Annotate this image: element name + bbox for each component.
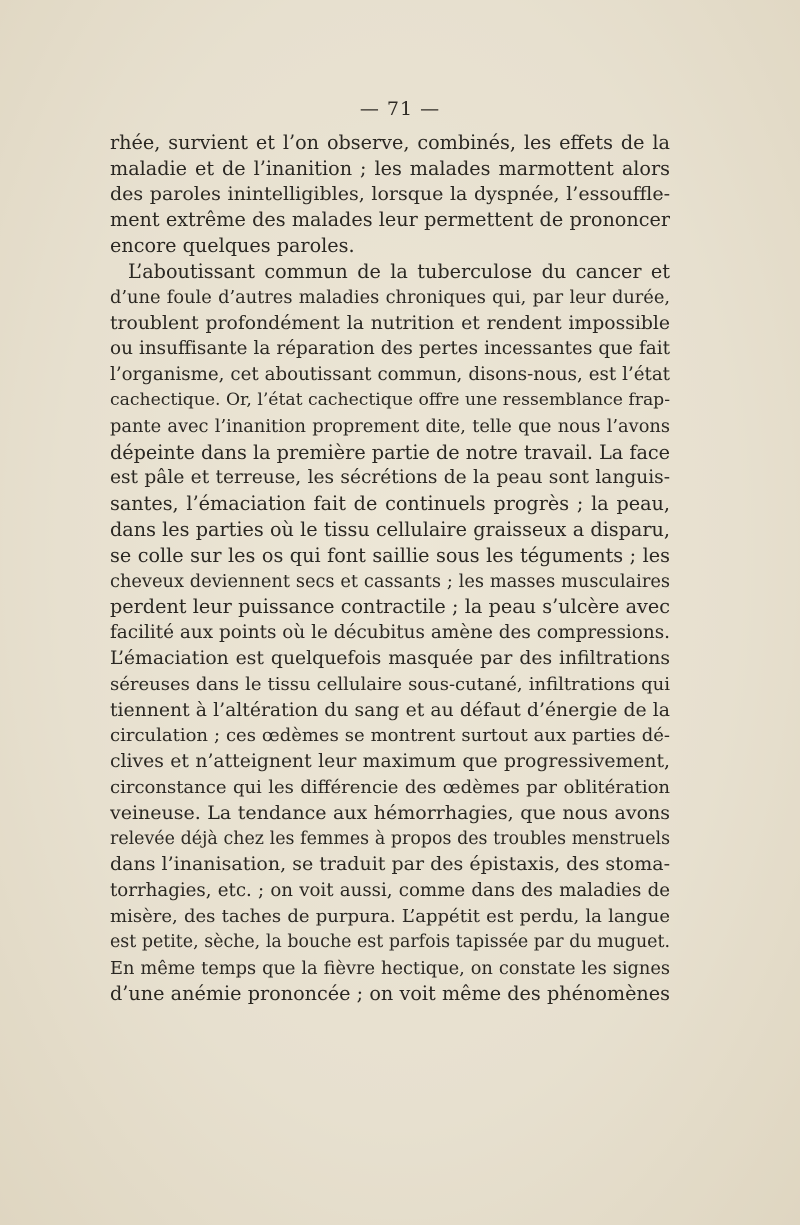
text-line: des paroles inintelligibles, lorsque la dyspnée, l’essouffle- [110,182,670,205]
text-line: veineuse. La tendance aux hémorrhagies, que nous avons [110,801,670,824]
text-line: encore quelques paroles. [110,234,355,258]
text-line: ou insuffisante la réparation des pertes incessantes que fait [110,338,670,360]
text-line: cheveux deviennent secs et cassants ; les masses musculaires [110,570,670,592]
text-line: ment extrême des malades leur permettent de prononcer [110,208,670,232]
text-line: dans les parties où le tissu cellulaire graisseux a disparu, [110,517,670,541]
text-line: cachectique. Or, l’état cachectique offre une ressemblance frap- [110,389,670,410]
text-line: est petite, sèche, la bouche est parfois tapissée par du muguet. [110,931,670,952]
text-line: perdent leur puissance contractile ; la peau s’ulcère avec [110,595,670,619]
text-line: circulation ; ces œdèmes se montrent surtout aux parties dé- [110,725,670,747]
text-line: pante avec l’inanition proprement dite, telle que nous l’avons [110,415,670,437]
text-line: En même temps que la fièvre hectique, on constate les signes [110,957,670,979]
text-line: L’aboutissant commun de la tuberculose du cancer et [128,259,670,283]
text-line: dans l’inanisation, se traduit par des épistaxis, des stoma- [110,853,670,876]
text-line: d’une anémie prononcée ; on voit même des phénomènes [110,982,670,1006]
text-line: santes, l’émaciation fait de continuels progrès ; la peau, [110,492,670,516]
text-line: facilité aux points où le décubitus amène des compressions. [110,622,670,644]
text-line: rhée, survient et l’on observe, combinés, les effets de la [110,131,670,154]
text-line: misère, des taches de purpura. L’appétit est perdu, la langue [110,905,670,927]
text-line: se colle sur les os qui font saillie sous les téguments ; les [110,543,670,567]
text-line: d’une foule d’autres maladies chroniques qui, par leur durée, [110,286,670,308]
text-line: dépeinte dans la première partie de notre travail. La face [110,440,670,464]
text-line: séreuses dans le tissu cellulaire sous-cutané, infiltrations qui [110,673,670,695]
page-number: — 71 — [359,98,441,120]
text-line: tiennent à l’altération du sang et au défaut d’énergie de la [110,699,670,721]
text-line: maladie et de l’inanition ; les malades marmottent alors [110,156,670,180]
text-line: circonstance qui les différencie des œdèmes par oblitération [110,776,670,798]
text-line: L’émaciation est quelquefois masquée par des infiltrations [110,647,670,669]
body-text [110,130,670,1007]
text-line: relevée déjà chez les femmes à propos des troubles menstruels [110,828,670,849]
text-line: torrhagies, etc. ; on voit aussi, comme dans des maladies de [110,880,670,902]
text-line: est pâle et terreuse, les sécrétions de la peau sont languis- [110,467,670,489]
text-line: clives et n’atteignent leur maximum que progressivement, [110,751,670,773]
text-line: troublent profondément la nutrition et rendent impossible [110,312,670,334]
text-line: l’organisme, cet aboutissant commun, disons-nous, est l’état [110,364,670,386]
